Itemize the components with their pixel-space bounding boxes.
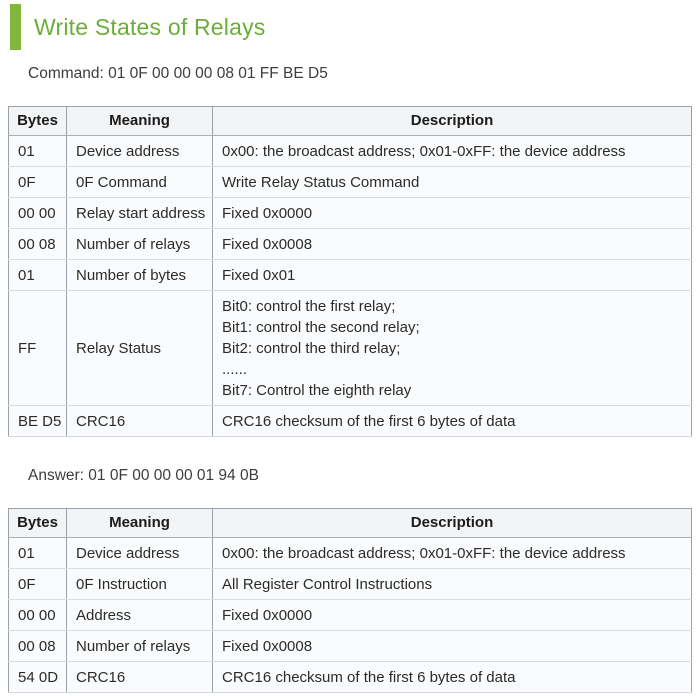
table-cell: 0F	[9, 569, 67, 600]
table-row	[9, 600, 692, 631]
table-cell: 01	[9, 538, 67, 569]
table-cell: Fixed 0x0000	[213, 198, 692, 229]
table-cell: Fixed 0x01	[213, 260, 692, 291]
answer-spec-table	[8, 508, 692, 693]
table-cell: 00 08	[9, 631, 67, 662]
table-cell: All Register Control Instructions	[213, 569, 692, 600]
column-header: Description	[213, 107, 692, 136]
table-row	[9, 406, 692, 437]
table-row	[9, 136, 692, 167]
column-header: Bytes	[9, 509, 67, 538]
column-header: Meaning	[67, 509, 213, 538]
table-row	[9, 291, 692, 406]
table-cell-line: ......	[222, 361, 248, 378]
table-cell: 0x00: the broadcast address; 0x01-0xFF: the device address	[213, 136, 692, 167]
answer-line: Answer: 01 0F 00 00 00 01 94 0B	[28, 467, 259, 484]
table-cell-line: Bit2: control the third relay;	[222, 340, 401, 357]
table-cell: CRC16 checksum of the first 6 bytes of data	[213, 662, 692, 693]
table-cell: 00 08	[9, 229, 67, 260]
table-cell: FF	[9, 291, 67, 406]
table-row	[9, 260, 692, 291]
table-row	[9, 538, 692, 569]
column-header: Bytes	[9, 107, 67, 136]
table-cell: 0F Instruction	[67, 569, 213, 600]
table-row	[9, 662, 692, 693]
column-header: Description	[213, 509, 692, 538]
table-cell: 00 00	[9, 198, 67, 229]
page-title: Write States of Relays	[34, 13, 266, 40]
table-cell: 0F Command	[67, 167, 213, 198]
table-row	[9, 167, 692, 198]
column-header: Meaning	[67, 107, 213, 136]
table-cell: Address	[67, 600, 213, 631]
table-cell: Fixed 0x0008	[213, 631, 692, 662]
command-line: Command: 01 0F 00 00 00 08 01 FF BE D5	[28, 65, 328, 82]
table-cell: Fixed 0x0000	[213, 600, 692, 631]
table-cell: 00 00	[9, 600, 67, 631]
green-accent-bar	[10, 4, 21, 50]
table-row	[9, 229, 692, 260]
table-cell: CRC16	[67, 406, 213, 437]
table-cell: CRC16	[67, 662, 213, 693]
table-cell	[213, 291, 692, 406]
table-cell: BE D5	[9, 406, 67, 437]
table-cell: 0F	[9, 167, 67, 198]
table-cell: Relay Status	[67, 291, 213, 406]
table-row	[9, 631, 692, 662]
table-cell: Write Relay Status Command	[213, 167, 692, 198]
table-header-row	[9, 509, 692, 538]
table-cell-line: Bit7: Control the eighth relay	[222, 382, 412, 399]
page	[0, 4, 700, 693]
table-cell: Number of relays	[67, 229, 213, 260]
table-cell: 01	[9, 136, 67, 167]
table-row	[9, 198, 692, 229]
table-cell: Device address	[67, 538, 213, 569]
table-cell: 0x00: the broadcast address; 0x01-0xFF: the device address	[213, 538, 692, 569]
table-cell: Device address	[67, 136, 213, 167]
table-cell: 01	[9, 260, 67, 291]
table-cell: Number of relays	[67, 631, 213, 662]
table-header-row	[9, 107, 692, 136]
table-cell-line: Bit1: control the second relay;	[222, 319, 420, 336]
section-header	[10, 4, 700, 50]
table-cell-line: Bit0: control the first relay;	[222, 298, 396, 315]
table-cell: Relay start address	[67, 198, 213, 229]
table-cell: Fixed 0x0008	[213, 229, 692, 260]
table-cell: 54 0D	[9, 662, 67, 693]
table-cell: CRC16 checksum of the first 6 bytes of data	[213, 406, 692, 437]
table-cell: Number of bytes	[67, 260, 213, 291]
command-spec-table	[8, 106, 692, 437]
table-row	[9, 569, 692, 600]
